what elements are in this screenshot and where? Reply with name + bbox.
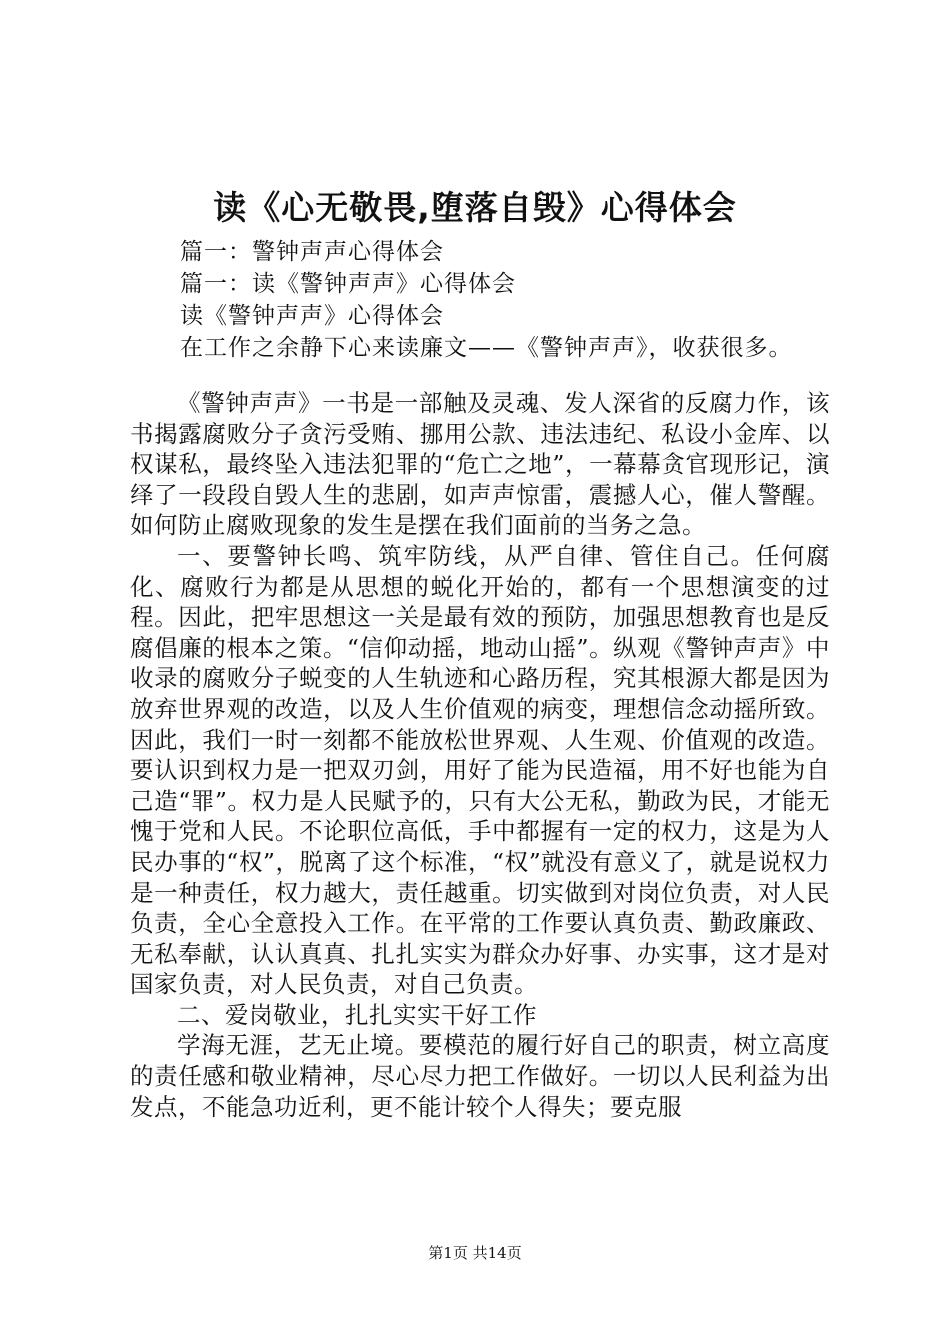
heading-line: 篇一：警钟声声心得体会 — [180, 239, 444, 265]
page-footer: 第1页 共14页 — [428, 1244, 522, 1262]
heading-line: 篇一：读《警钟声声》心得体会 — [180, 271, 516, 297]
section-headings — [180, 236, 880, 364]
heading-line: 读《警钟声声》心得体会 — [180, 303, 444, 329]
section-heading-paragraph: 二、爱岗敬业，扎扎实实干好工作 — [177, 1000, 537, 1029]
body-paragraph: 《警钟声声》一书是一部触及灵魂、发人深省的反腐力作，该书揭露腐败分子贪污受贿、挪用公款、违法违纪、私设小金库、以权谋私，最终坠入违法犯罪的“危亡之地”，一幕幕贪官现形记，演绎了一段段自毁人生的悲剧，如声声惊雷，震撼人心，催人警醒。如何防止腐败现象的发生是摆在我们面前的当务之急。 — [130, 389, 830, 540]
intro-line: 在工作之余静下心来读廉文——《警钟声声》，收获很多。 — [180, 335, 793, 361]
body-paragraph: 一、要警钟长鸣、筑牢防线，从严自律、管住自己。任何腐化、腐败行为都是从思想的蜕化开始的，都有一个思想演变的过程。因此，把牢思想这一关是最有效的预防，加强思想教育也是反腐倡廉的根本之策。“信仰动摇，地动山摇”。纵观《警钟声声》中收录的腐败分子蜕变的人生轨迹和心路历程，究其根源大都是因为放弃世界观的改造，以及人生价值观的病变，理想信念动摇所致。因此，我们一时一刻都不能放松世界观、人生观、价值观的改造。要认识到权力是一把双刃剑，用好了能为民造福，用不好也能为自己造“罪”。权力是人民赋予的，只有大公无私，勤政为民，才能无愧于党和人民。不论职位高低，手中都握有一定的权力，这是为人民办事的“权”，脱离了这个标准，“权”就没有意义了，就是说权力是一种责任，权力越大，责任越重。切实做到对岗位负责，对人民负责，全心全意投入工作。在平常的工作要认真负责、勤政廉政、无私奉献，认认真真、扎扎实实为群众办好事、办实事，这才是对国家负责，对人民负责，对自己负责。 — [130, 541, 830, 999]
body-paragraph: 学海无涯，艺无止境。要模范的履行好自己的职责，树立高度的责任感和敬业精神，尽心尽力把工作做好。一切以人民利益为出发点，不能急功近利，更不能计较个人得失；要克服 — [130, 1031, 830, 1121]
document-body — [130, 388, 830, 1122]
document-title: 读《心无敬畏,堕落自毁》心得体会 — [213, 188, 737, 227]
